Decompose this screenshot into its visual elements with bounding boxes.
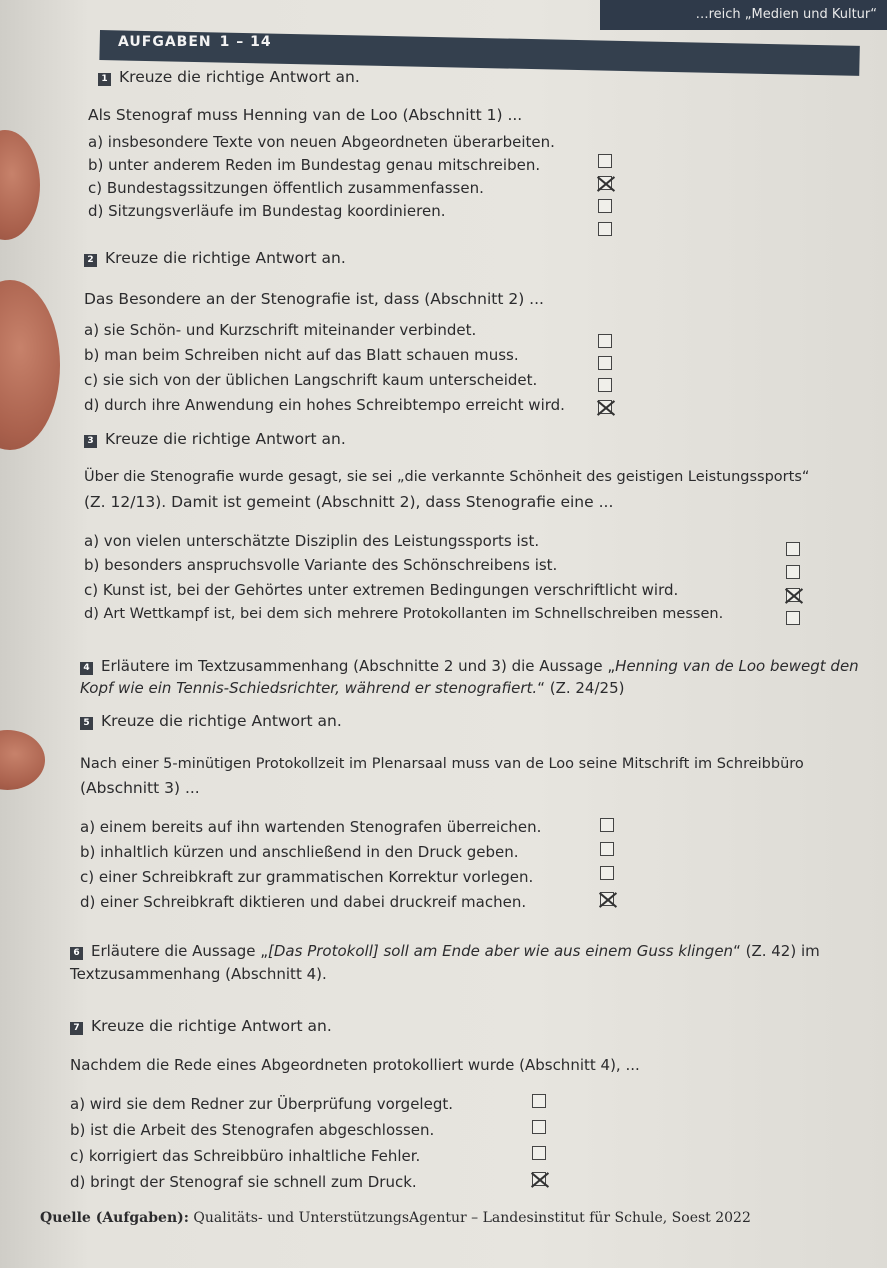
task-6-prompt-line1: 6 Erläutere die Aussage „[Das Protokoll] soll am Ende aber wie aus einem Guss klingen“ (Z. 42) im — [70, 940, 820, 962]
task-2-option-a: a) sie Schön- und Kurzschrift miteinander verbindet. — [84, 321, 477, 339]
task-4-prompt-line1: 4 Erläutere im Textzusammenhang (Abschnitte 2 und 3) die Aussage „Henning van de Loo bewegt den — [80, 655, 859, 677]
task-2-checkbox-b[interactable] — [598, 356, 612, 370]
task-2-option-d: d) durch ihre Anwendung ein hohes Schreibtempo erreicht wird. — [84, 396, 565, 414]
task-1-checkbox-a[interactable] — [598, 154, 612, 168]
source-citation: Quelle (Aufgaben): Qualitäts- und UnterstützungsAgentur – Landesinstitut für Schule, Soest 2022 — [40, 1210, 751, 1226]
task-1-option-c: c) Bundestagssitzungen öffentlich zusammenfassen. — [88, 179, 484, 197]
task-2-option-b: b) man beim Schreiben nicht auf das Blatt schauen muss. — [84, 346, 519, 364]
task-4-prompt-line2: Kopf wie ein Tennis-Schiedsrichter, während er stenografiert.“ (Z. 24/25) — [80, 679, 625, 697]
task-5-option-d: d) einer Schreibkraft diktieren und dabei druckreif machen. — [80, 893, 527, 911]
task-1-instruction: 1 Kreuze die richtige Antwort an. — [98, 66, 360, 88]
task-7-option-d: d) bringt der Stenograf sie schnell zum Druck. — [70, 1173, 417, 1191]
task-7-intro: Nachdem die Rede eines Abgeordneten protokolliert wurde (Abschnitt 4), ... — [70, 1056, 640, 1074]
task-5-intro-line2: (Abschnitt 3) ... — [80, 779, 200, 797]
task-5-checkbox-d[interactable] — [600, 892, 614, 906]
task-5-checkbox-c[interactable] — [600, 866, 614, 880]
task-2-intro: Das Besondere an der Stenografie ist, dass (Abschnitt 2) ... — [84, 290, 544, 308]
task-5-option-b: b) inhaltlich kürzen und anschließend in den Druck geben. — [80, 843, 519, 861]
task-3-intro-line1: Über die Stenografie wurde gesagt, sie sei „die verkannte Schönheit des geistigen Leistungssports“ — [84, 469, 810, 485]
task-3-option-a: a) von vielen unterschätzte Disziplin des Leistungssports ist. — [84, 532, 540, 550]
task-1-intro: Als Stenograf muss Henning van de Loo (Abschnitt 1) ... — [88, 106, 523, 124]
task-7-instruction: 7 Kreuze die richtige Antwort an. — [70, 1015, 332, 1037]
task-7-option-a: a) wird sie dem Redner zur Überprüfung vorgelegt. — [70, 1095, 453, 1113]
task-3-checkbox-d[interactable] — [786, 611, 800, 625]
finger-top — [0, 130, 40, 240]
task-7-checkbox-b[interactable] — [532, 1120, 546, 1134]
chapter-header — [600, 0, 887, 30]
chapter-title: …reich „Medien und Kultur“ — [695, 7, 877, 22]
task-3-option-b: b) besonders anspruchsvolle Variante des Schönschreibens ist. — [84, 556, 558, 574]
finger-bottom — [0, 730, 45, 790]
task-3-option-c: c) Kunst ist, bei der Gehörtes unter extremen Bedingungen verschriftlicht wird. — [84, 581, 679, 599]
task-3-option-d: d) Art Wettkampf ist, bei dem sich mehrere Protokollanten im Schnellschreiben messen. — [84, 606, 724, 622]
task-2-checkbox-c[interactable] — [598, 378, 612, 392]
task-1-checkbox-b[interactable] — [598, 176, 612, 190]
task-5-checkbox-a[interactable] — [600, 818, 614, 832]
task-3-checkbox-c[interactable] — [786, 588, 800, 602]
task-1-option-d: d) Sitzungsverläufe im Bundestag koordinieren. — [88, 202, 446, 220]
task-1-option-a: a) insbesondere Texte von neuen Abgeordneten überarbeiten. — [88, 133, 555, 151]
task-5-option-c: c) einer Schreibkraft zur grammatischen Korrektur vorlegen. — [80, 868, 534, 886]
task-5-checkbox-b[interactable] — [600, 842, 614, 856]
task-2-option-c: c) sie sich von der üblichen Langschrift kaum unterscheidet. — [84, 371, 538, 389]
task-2-checkbox-a[interactable] — [598, 334, 612, 348]
task-1-checkbox-c[interactable] — [598, 199, 612, 213]
task-3-intro-line2: (Z. 12/13). Damit ist gemeint (Abschnitt 2), dass Stenografie eine ... — [84, 493, 614, 511]
task-6-prompt-line2: Textzusammenhang (Abschnitt 4). — [70, 965, 327, 983]
task-7-option-b: b) ist die Arbeit des Stenografen abgeschlossen. — [70, 1121, 435, 1139]
task-7-checkbox-d[interactable] — [532, 1172, 546, 1186]
task-5-option-a: a) einem bereits auf ihn wartenden Stenografen überreichen. — [80, 818, 542, 836]
task-5-intro-line1: Nach einer 5-minütigen Protokollzeit im Plenarsaal muss van de Loo seine Mitschrift im Schreibbüro — [80, 756, 804, 772]
task-2-checkbox-d[interactable] — [598, 400, 612, 414]
task-3-checkbox-a[interactable] — [786, 542, 800, 556]
task-5-instruction: 5 Kreuze die richtige Antwort an. — [80, 710, 342, 732]
task-7-option-c: c) korrigiert das Schreibbüro inhaltliche Fehler. — [70, 1147, 421, 1165]
finger-middle — [0, 280, 60, 450]
tasks-heading: AUFGABEN 1 – 14 — [118, 34, 272, 50]
task-1-option-b: b) unter anderem Reden im Bundestag genau mitschreiben. — [88, 156, 541, 174]
task-2-instruction: 2 Kreuze die richtige Antwort an. — [84, 247, 346, 269]
task-7-checkbox-c[interactable] — [532, 1146, 546, 1160]
task-3-instruction: 3 Kreuze die richtige Antwort an. — [84, 428, 346, 450]
task-1-checkbox-d[interactable] — [598, 222, 612, 236]
task-7-checkbox-a[interactable] — [532, 1094, 546, 1108]
task-3-checkbox-b[interactable] — [786, 565, 800, 579]
